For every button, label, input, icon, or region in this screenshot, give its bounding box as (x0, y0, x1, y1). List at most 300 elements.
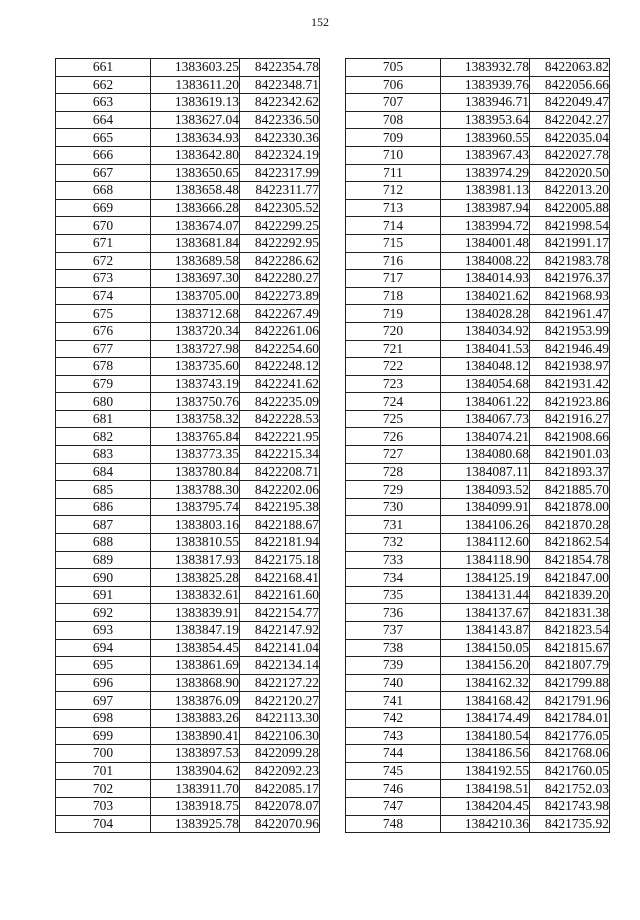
x-coordinate-cell: 1384118.90 (441, 551, 530, 569)
y-coordinate-cell: 8422092.23 (240, 762, 320, 780)
x-coordinate-cell: 1383674.07 (151, 217, 240, 235)
table-row (56, 111, 320, 129)
table-row (56, 76, 320, 94)
table-row (56, 762, 320, 780)
x-coordinate-cell: 1383658.48 (151, 182, 240, 200)
point-number-cell: 665 (56, 129, 151, 147)
y-coordinate-cell: 8422161.60 (240, 586, 320, 604)
table-row (346, 745, 610, 763)
y-coordinate-cell: 8422221.95 (240, 428, 320, 446)
y-coordinate-cell: 8422261.06 (240, 322, 320, 340)
table-row (346, 727, 610, 745)
y-coordinate-cell: 8421870.28 (530, 516, 610, 534)
y-coordinate-cell: 8422168.41 (240, 569, 320, 587)
y-coordinate-cell: 8422248.12 (240, 358, 320, 376)
table-row (346, 287, 610, 305)
point-number-cell: 695 (56, 657, 151, 675)
point-number-cell: 685 (56, 481, 151, 499)
point-number-cell: 706 (346, 76, 441, 94)
y-coordinate-cell: 8422188.67 (240, 516, 320, 534)
y-coordinate-cell: 8421901.03 (530, 446, 610, 464)
y-coordinate-cell: 8421831.38 (530, 604, 610, 622)
y-coordinate-cell: 8421760.05 (530, 762, 610, 780)
y-coordinate-cell: 8421847.00 (530, 569, 610, 587)
table-row (346, 76, 610, 94)
x-coordinate-cell: 1383773.35 (151, 446, 240, 464)
y-coordinate-cell: 8422311.77 (240, 182, 320, 200)
y-coordinate-cell: 8422348.71 (240, 76, 320, 94)
table-row (56, 551, 320, 569)
point-number-cell: 671 (56, 234, 151, 252)
y-coordinate-cell: 8422241.62 (240, 375, 320, 393)
y-coordinate-cell: 8422254.60 (240, 340, 320, 358)
table-row (56, 674, 320, 692)
table-row (346, 410, 610, 428)
table-row (346, 375, 610, 393)
table-row (56, 287, 320, 305)
y-coordinate-cell: 8422292.95 (240, 234, 320, 252)
y-coordinate-cell: 8422299.25 (240, 217, 320, 235)
point-number-cell: 682 (56, 428, 151, 446)
table-row (346, 657, 610, 675)
x-coordinate-cell: 1384162.32 (441, 674, 530, 692)
x-coordinate-cell: 1383705.00 (151, 287, 240, 305)
y-coordinate-cell: 8421839.20 (530, 586, 610, 604)
y-coordinate-cell: 8421916.27 (530, 410, 610, 428)
x-coordinate-cell: 1383817.93 (151, 551, 240, 569)
point-number-cell: 715 (346, 234, 441, 252)
point-number-cell: 745 (346, 762, 441, 780)
x-coordinate-cell: 1384192.55 (441, 762, 530, 780)
point-number-cell: 707 (346, 94, 441, 112)
point-number-cell: 700 (56, 745, 151, 763)
x-coordinate-cell: 1383735.60 (151, 358, 240, 376)
y-coordinate-cell: 8422078.07 (240, 797, 320, 815)
x-coordinate-cell: 1383890.41 (151, 727, 240, 745)
coordinates-table-right (345, 58, 610, 833)
table-row (346, 692, 610, 710)
table-row (346, 111, 610, 129)
x-coordinate-cell: 1383839.91 (151, 604, 240, 622)
point-number-cell: 742 (346, 709, 441, 727)
table-row (346, 709, 610, 727)
table-row (56, 252, 320, 270)
x-coordinate-cell: 1383788.30 (151, 481, 240, 499)
point-number-cell: 733 (346, 551, 441, 569)
y-coordinate-cell: 8422202.06 (240, 481, 320, 499)
y-coordinate-cell: 8422013.20 (530, 182, 610, 200)
y-coordinate-cell: 8422056.66 (530, 76, 610, 94)
x-coordinate-cell: 1383994.72 (441, 217, 530, 235)
y-coordinate-cell: 8421784.01 (530, 709, 610, 727)
table-row (346, 780, 610, 798)
table-row (56, 446, 320, 464)
y-coordinate-cell: 8422141.04 (240, 639, 320, 657)
point-number-cell: 698 (56, 709, 151, 727)
point-number-cell: 738 (346, 639, 441, 657)
point-number-cell: 702 (56, 780, 151, 798)
x-coordinate-cell: 1383967.43 (441, 146, 530, 164)
x-coordinate-cell: 1383825.28 (151, 569, 240, 587)
x-coordinate-cell: 1383603.25 (151, 59, 240, 77)
table-row (56, 709, 320, 727)
table-row (346, 604, 610, 622)
y-coordinate-cell: 8421791.96 (530, 692, 610, 710)
y-coordinate-cell: 8421862.54 (530, 534, 610, 552)
point-number-cell: 710 (346, 146, 441, 164)
x-coordinate-cell: 1383876.09 (151, 692, 240, 710)
point-number-cell: 711 (346, 164, 441, 182)
table-row (56, 586, 320, 604)
point-number-cell: 689 (56, 551, 151, 569)
x-coordinate-cell: 1383681.84 (151, 234, 240, 252)
x-coordinate-cell: 1384125.19 (441, 569, 530, 587)
point-number-cell: 709 (346, 129, 441, 147)
table-row (346, 639, 610, 657)
x-coordinate-cell: 1383932.78 (441, 59, 530, 77)
point-number-cell: 722 (346, 358, 441, 376)
x-coordinate-cell: 1384168.42 (441, 692, 530, 710)
y-coordinate-cell: 8422267.49 (240, 305, 320, 323)
table-row (56, 481, 320, 499)
x-coordinate-cell: 1383861.69 (151, 657, 240, 675)
table-row (346, 446, 610, 464)
y-coordinate-cell: 8421998.54 (530, 217, 610, 235)
point-number-cell: 737 (346, 622, 441, 640)
x-coordinate-cell: 1384099.91 (441, 498, 530, 516)
x-coordinate-cell: 1383780.84 (151, 463, 240, 481)
coordinates-table-left (55, 58, 320, 833)
table-row (56, 622, 320, 640)
point-number-cell: 714 (346, 217, 441, 235)
point-number-cell: 730 (346, 498, 441, 516)
point-number-cell: 692 (56, 604, 151, 622)
y-coordinate-cell: 8422342.62 (240, 94, 320, 112)
x-coordinate-cell: 1384048.12 (441, 358, 530, 376)
point-number-cell: 694 (56, 639, 151, 657)
point-number-cell: 667 (56, 164, 151, 182)
point-number-cell: 735 (346, 586, 441, 604)
point-number-cell: 693 (56, 622, 151, 640)
y-coordinate-cell: 8421735.92 (530, 815, 610, 833)
y-coordinate-cell: 8422317.99 (240, 164, 320, 182)
x-coordinate-cell: 1384174.49 (441, 709, 530, 727)
y-coordinate-cell: 8422085.17 (240, 780, 320, 798)
point-number-cell: 677 (56, 340, 151, 358)
x-coordinate-cell: 1384067.73 (441, 410, 530, 428)
point-number-cell: 687 (56, 516, 151, 534)
y-coordinate-cell: 8421815.67 (530, 639, 610, 657)
x-coordinate-cell: 1384112.60 (441, 534, 530, 552)
table-row (346, 622, 610, 640)
x-coordinate-cell: 1384150.05 (441, 639, 530, 657)
table-row (346, 252, 610, 270)
point-number-cell: 708 (346, 111, 441, 129)
x-coordinate-cell: 1383619.13 (151, 94, 240, 112)
x-coordinate-cell: 1383650.65 (151, 164, 240, 182)
table-row (346, 270, 610, 288)
point-number-cell: 679 (56, 375, 151, 393)
point-number-cell: 673 (56, 270, 151, 288)
x-coordinate-cell: 1383981.13 (441, 182, 530, 200)
point-number-cell: 674 (56, 287, 151, 305)
table-row (56, 340, 320, 358)
y-coordinate-cell: 8422027.78 (530, 146, 610, 164)
table-row (56, 270, 320, 288)
y-coordinate-cell: 8422147.92 (240, 622, 320, 640)
x-coordinate-cell: 1384093.52 (441, 481, 530, 499)
table-row (346, 94, 610, 112)
x-coordinate-cell: 1383987.94 (441, 199, 530, 217)
point-number-cell: 703 (56, 797, 151, 815)
y-coordinate-cell: 8421961.47 (530, 305, 610, 323)
y-coordinate-cell: 8421908.66 (530, 428, 610, 446)
point-number-cell: 725 (346, 410, 441, 428)
point-number-cell: 739 (346, 657, 441, 675)
table-row (346, 358, 610, 376)
x-coordinate-cell: 1384137.67 (441, 604, 530, 622)
table-row (346, 797, 610, 815)
y-coordinate-cell: 8422042.27 (530, 111, 610, 129)
table-row (56, 745, 320, 763)
y-coordinate-cell: 8422049.47 (530, 94, 610, 112)
y-coordinate-cell: 8422127.22 (240, 674, 320, 692)
y-coordinate-cell: 8422336.50 (240, 111, 320, 129)
table-row (346, 463, 610, 481)
y-coordinate-cell: 8421807.79 (530, 657, 610, 675)
x-coordinate-cell: 1384210.36 (441, 815, 530, 833)
x-coordinate-cell: 1384198.51 (441, 780, 530, 798)
x-coordinate-cell: 1384143.87 (441, 622, 530, 640)
point-number-cell: 729 (346, 481, 441, 499)
point-number-cell: 697 (56, 692, 151, 710)
table-row (56, 780, 320, 798)
page-number: 152 (311, 15, 329, 29)
point-number-cell: 662 (56, 76, 151, 94)
point-number-cell: 684 (56, 463, 151, 481)
table-row (56, 199, 320, 217)
x-coordinate-cell: 1384156.20 (441, 657, 530, 675)
table-row (56, 375, 320, 393)
y-coordinate-cell: 8422063.82 (530, 59, 610, 77)
table-row (56, 358, 320, 376)
table-row (346, 234, 610, 252)
point-number-cell: 686 (56, 498, 151, 516)
table-row (56, 727, 320, 745)
table-row (346, 586, 610, 604)
y-coordinate-cell: 8422286.62 (240, 252, 320, 270)
x-coordinate-cell: 1383946.71 (441, 94, 530, 112)
y-coordinate-cell: 8422228.53 (240, 410, 320, 428)
table-row (56, 569, 320, 587)
x-coordinate-cell: 1383974.29 (441, 164, 530, 182)
table-row (346, 551, 610, 569)
y-coordinate-cell: 8422120.27 (240, 692, 320, 710)
point-number-cell: 734 (346, 569, 441, 587)
y-coordinate-cell: 8421931.42 (530, 375, 610, 393)
table-row (346, 569, 610, 587)
table-row (346, 428, 610, 446)
x-coordinate-cell: 1383960.55 (441, 129, 530, 147)
point-number-cell: 712 (346, 182, 441, 200)
x-coordinate-cell: 1384028.28 (441, 305, 530, 323)
table-row (56, 305, 320, 323)
table-row (346, 182, 610, 200)
point-number-cell: 688 (56, 534, 151, 552)
y-coordinate-cell: 8422181.94 (240, 534, 320, 552)
y-coordinate-cell: 8422134.14 (240, 657, 320, 675)
point-number-cell: 744 (346, 745, 441, 763)
x-coordinate-cell: 1384204.45 (441, 797, 530, 815)
point-number-cell: 747 (346, 797, 441, 815)
y-coordinate-cell: 8421799.88 (530, 674, 610, 692)
y-coordinate-cell: 8421823.54 (530, 622, 610, 640)
table-row (56, 815, 320, 833)
y-coordinate-cell: 8422005.88 (530, 199, 610, 217)
table-row (56, 498, 320, 516)
x-coordinate-cell: 1384041.53 (441, 340, 530, 358)
x-coordinate-cell: 1384061.22 (441, 393, 530, 411)
table-row (56, 604, 320, 622)
y-coordinate-cell: 8422305.52 (240, 199, 320, 217)
x-coordinate-cell: 1383634.93 (151, 129, 240, 147)
point-number-cell: 746 (346, 780, 441, 798)
y-coordinate-cell: 8422280.27 (240, 270, 320, 288)
x-coordinate-cell: 1383832.61 (151, 586, 240, 604)
point-number-cell: 718 (346, 287, 441, 305)
point-number-cell: 663 (56, 94, 151, 112)
point-number-cell: 664 (56, 111, 151, 129)
x-coordinate-cell: 1383750.76 (151, 393, 240, 411)
x-coordinate-cell: 1383925.78 (151, 815, 240, 833)
point-number-cell: 683 (56, 446, 151, 464)
x-coordinate-cell: 1384180.54 (441, 727, 530, 745)
x-coordinate-cell: 1383918.75 (151, 797, 240, 815)
x-coordinate-cell: 1383939.76 (441, 76, 530, 94)
table-row (346, 217, 610, 235)
table-row (56, 657, 320, 675)
x-coordinate-cell: 1383720.34 (151, 322, 240, 340)
table-row (346, 481, 610, 499)
table-row (346, 534, 610, 552)
point-number-cell: 661 (56, 59, 151, 77)
x-coordinate-cell: 1384074.21 (441, 428, 530, 446)
y-coordinate-cell: 8421752.03 (530, 780, 610, 798)
x-coordinate-cell: 1383953.64 (441, 111, 530, 129)
table-row (56, 534, 320, 552)
y-coordinate-cell: 8421976.37 (530, 270, 610, 288)
y-coordinate-cell: 8422235.09 (240, 393, 320, 411)
point-number-cell: 690 (56, 569, 151, 587)
table-row (56, 164, 320, 182)
y-coordinate-cell: 8421991.17 (530, 234, 610, 252)
x-coordinate-cell: 1383689.58 (151, 252, 240, 270)
x-coordinate-cell: 1384001.48 (441, 234, 530, 252)
y-coordinate-cell: 8422273.89 (240, 287, 320, 305)
table-row (56, 322, 320, 340)
point-number-cell: 726 (346, 428, 441, 446)
y-coordinate-cell: 8421768.06 (530, 745, 610, 763)
point-number-cell: 728 (346, 463, 441, 481)
x-coordinate-cell: 1384021.62 (441, 287, 530, 305)
y-coordinate-cell: 8422106.30 (240, 727, 320, 745)
table-row (346, 305, 610, 323)
point-number-cell: 696 (56, 674, 151, 692)
y-coordinate-cell: 8421776.05 (530, 727, 610, 745)
x-coordinate-cell: 1383627.04 (151, 111, 240, 129)
table-row (346, 815, 610, 833)
x-coordinate-cell: 1384131.44 (441, 586, 530, 604)
table-row (56, 692, 320, 710)
table-row (56, 428, 320, 446)
table-row (56, 182, 320, 200)
point-number-cell: 736 (346, 604, 441, 622)
x-coordinate-cell: 1383697.30 (151, 270, 240, 288)
point-number-cell: 741 (346, 692, 441, 710)
table-row (346, 498, 610, 516)
table-row (346, 516, 610, 534)
point-number-cell: 668 (56, 182, 151, 200)
point-number-cell: 740 (346, 674, 441, 692)
x-coordinate-cell: 1383727.98 (151, 340, 240, 358)
point-number-cell: 705 (346, 59, 441, 77)
x-coordinate-cell: 1384054.68 (441, 375, 530, 393)
y-coordinate-cell: 8421923.86 (530, 393, 610, 411)
y-coordinate-cell: 8422070.96 (240, 815, 320, 833)
x-coordinate-cell: 1384106.26 (441, 516, 530, 534)
x-coordinate-cell: 1384080.68 (441, 446, 530, 464)
point-number-cell: 721 (346, 340, 441, 358)
point-number-cell: 676 (56, 322, 151, 340)
y-coordinate-cell: 8421878.00 (530, 498, 610, 516)
x-coordinate-cell: 1383666.28 (151, 199, 240, 217)
table-row (56, 59, 320, 77)
table-row (56, 217, 320, 235)
y-coordinate-cell: 8421946.49 (530, 340, 610, 358)
x-coordinate-cell: 1383904.62 (151, 762, 240, 780)
y-coordinate-cell: 8422195.38 (240, 498, 320, 516)
y-coordinate-cell: 8421953.99 (530, 322, 610, 340)
point-number-cell: 724 (346, 393, 441, 411)
table-row (346, 762, 610, 780)
x-coordinate-cell: 1383743.19 (151, 375, 240, 393)
point-number-cell: 669 (56, 199, 151, 217)
table-row (56, 234, 320, 252)
point-number-cell: 716 (346, 252, 441, 270)
x-coordinate-cell: 1384087.11 (441, 463, 530, 481)
y-coordinate-cell: 8422354.78 (240, 59, 320, 77)
y-coordinate-cell: 8421968.93 (530, 287, 610, 305)
table-row (56, 639, 320, 657)
point-number-cell: 701 (56, 762, 151, 780)
table-row (346, 199, 610, 217)
table-row (346, 674, 610, 692)
table-row (346, 164, 610, 182)
x-coordinate-cell: 1383642.80 (151, 146, 240, 164)
x-coordinate-cell: 1383911.70 (151, 780, 240, 798)
table-row (56, 146, 320, 164)
y-coordinate-cell: 8422330.36 (240, 129, 320, 147)
y-coordinate-cell: 8421983.78 (530, 252, 610, 270)
x-coordinate-cell: 1383611.20 (151, 76, 240, 94)
x-coordinate-cell: 1383868.90 (151, 674, 240, 692)
x-coordinate-cell: 1384034.92 (441, 322, 530, 340)
x-coordinate-cell: 1384014.93 (441, 270, 530, 288)
y-coordinate-cell: 8422324.19 (240, 146, 320, 164)
point-number-cell: 680 (56, 393, 151, 411)
point-number-cell: 672 (56, 252, 151, 270)
table-row (56, 393, 320, 411)
